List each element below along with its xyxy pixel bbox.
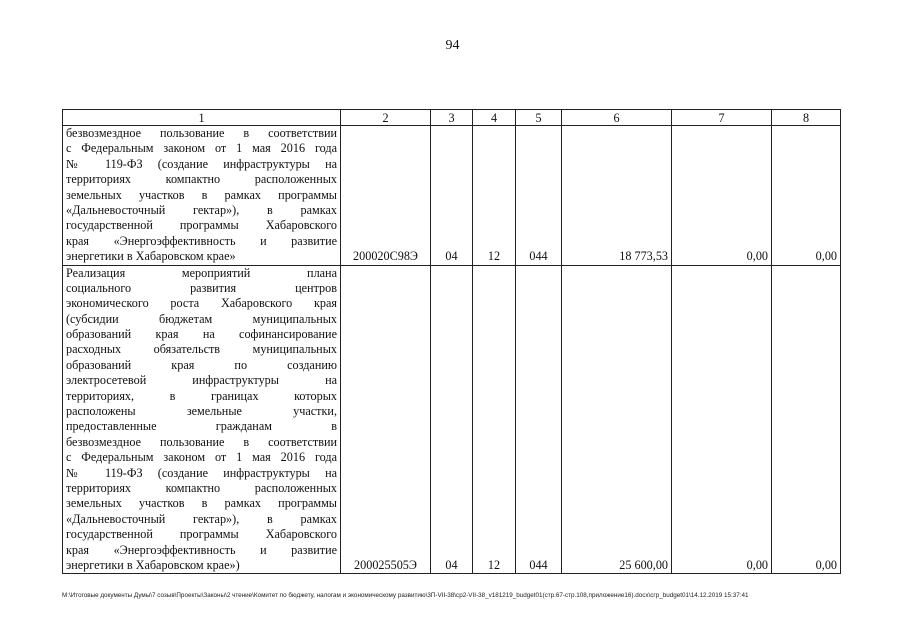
description-line: государственной программы Хабаровского [66, 527, 337, 542]
amount-2020-cell: 25 600,00 [562, 265, 672, 574]
description-line: электросетевой инфраструктуры на [66, 373, 337, 388]
description-line: безвозмездное пользование в соответствии [66, 126, 337, 140]
amount-2021-cell: 0,00 [672, 265, 772, 574]
row-description [63, 265, 341, 574]
header-cell: 6 [562, 110, 672, 126]
header-cell: 4 [473, 110, 516, 126]
amount-2020-cell: 18 773,53 [562, 126, 672, 266]
section-cell: 04 [431, 265, 473, 574]
description-line: территориях, в границах которых [66, 388, 337, 403]
page-number: 94 [445, 38, 460, 53]
description-line: № 119-ФЗ (создание инфраструктуры на [66, 465, 337, 480]
description-line: расходных обязательств муниципальных [66, 342, 337, 357]
description-line: образований края по созданию [66, 357, 337, 372]
header-cell: 3 [431, 110, 473, 126]
description-line: расположены земельные участки, [66, 404, 337, 419]
description-line: края «Энергоэффективность и развитие [66, 233, 337, 248]
budget-table [62, 109, 841, 574]
description-line: энергетики в Хабаровском крае») [66, 557, 240, 572]
description-line: земельных участков в рамках программы [66, 187, 337, 202]
description-line: «Дальневосточный гектар»), в рамках [66, 202, 337, 217]
header-cell: 2 [341, 110, 431, 126]
description-line: энергетики в Хабаровском крае» [66, 249, 236, 264]
description-line: территориях компактно расположенных [66, 172, 337, 187]
amount-2022-cell: 0,00 [772, 265, 841, 574]
description-line: земельных участков в рамках программы [66, 496, 337, 511]
description-line: «Дальневосточный гектар»), в рамках [66, 511, 337, 526]
description-line: социального развития центров [66, 280, 337, 295]
description-line: экономического роста Хабаровского края [66, 296, 337, 311]
section-cell: 04 [431, 126, 473, 266]
description-line: территориях компактно расположенных [66, 480, 337, 495]
header-cell: 7 [672, 110, 772, 126]
header-cell: 1 [63, 110, 341, 126]
description-line: Реализация мероприятий плана [66, 265, 337, 280]
target-code-cell: 200020С98Э [341, 126, 431, 266]
target-code-cell: 200025505Э [341, 265, 431, 574]
subsection-cell: 12 [473, 126, 516, 266]
description-line: безвозмездное пользование в соответствии [66, 434, 337, 449]
table-header-row [63, 110, 841, 126]
table-row [63, 126, 841, 266]
description-line: № 119-ФЗ (создание инфраструктуры на [66, 156, 337, 171]
expense-type-cell: 044 [516, 265, 562, 574]
header-cell: 8 [772, 110, 841, 126]
description-line: с Федеральным законом от 1 мая 2016 года [66, 450, 337, 465]
subsection-cell: 12 [473, 265, 516, 574]
header-cell: 5 [516, 110, 562, 126]
description-line: образований края на софинансирование [66, 327, 337, 342]
expense-type-cell: 044 [516, 126, 562, 266]
file-path-footer: M:\Итоговые документы Думы\7 созыв\Проекты\Законы\2 чтение\Комитет по бюджету, налогам и экономическому развитию\3П-VII-38\ср2-VII-38_v181219_budget01(стр.67-стр.108,приложение16).docx\сгр_budget01\14.12.2019 15:37:41 [62, 592, 749, 599]
description-line: с Федеральным законом от 1 мая 2016 года [66, 141, 337, 156]
row-description [63, 126, 341, 266]
description-line: государственной программы Хабаровского [66, 218, 337, 233]
description-line: (субсидии бюджетам муниципальных [66, 311, 337, 326]
description-line: края «Энергоэффективность и развитие [66, 542, 337, 557]
table-row [63, 265, 841, 574]
amount-2022-cell: 0,00 [772, 126, 841, 266]
description-line: предоставленные гражданам в [66, 419, 337, 434]
amount-2021-cell: 0,00 [672, 126, 772, 266]
